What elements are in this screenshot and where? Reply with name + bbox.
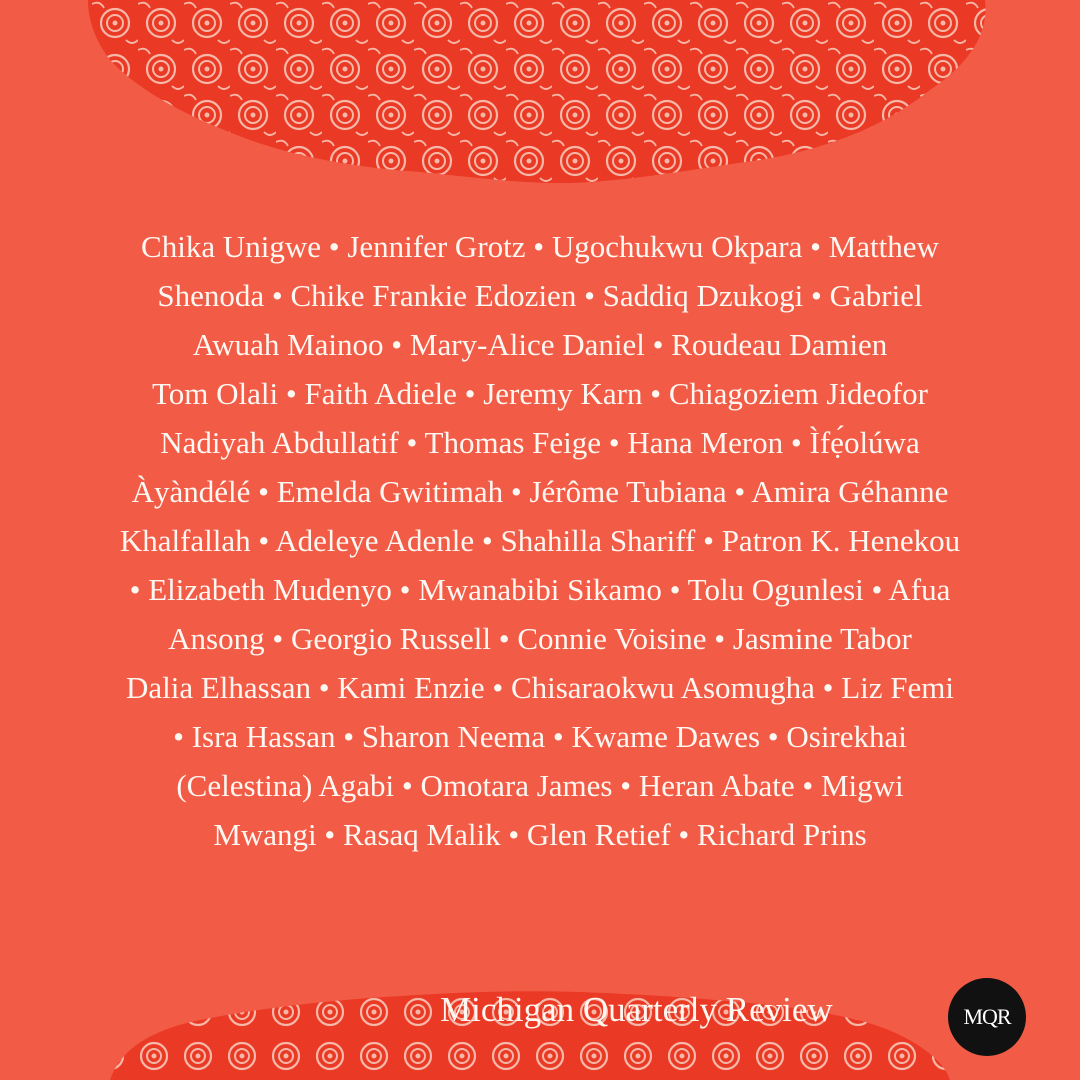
contributor-line: Shenoda • Chike Frankie Edozien • Saddiq Dzukogi • Gabriel <box>157 278 923 313</box>
contributor-line: Chika Unigwe • Jennifer Grotz • Ugochukwu Okpara • Matthew <box>141 229 939 264</box>
contributor-line: Dalia Elhassan • Kami Enzie • Chisaraokwu Asomugha • Liz Femi <box>125 670 955 705</box>
contributor-line: • Elizabeth Mudenyo • Mwanabibi Sikamo • Tolu Ogunlesi • Afua <box>129 572 951 607</box>
contributor-line: Khalfallah • Adeleye Adenle • Shahilla Shariff • Patron K. Henekou <box>119 523 961 558</box>
contributor-line: Àyàndélé • Emelda Gwitimah • Jérôme Tubiana • Amira Géhanne <box>131 474 949 509</box>
mqr-logo <box>948 978 1026 1056</box>
contributor-line: (Celestina) Agabi • Omotara James • Heran Abate • Migwi <box>176 768 904 803</box>
contributor-line: Mwangi • Rasaq Malik • Glen Retief • Richard Prins <box>213 817 867 852</box>
contributor-line: Tom Olali • Faith Adiele • Jeremy Karn • Chiagoziem Jideofor <box>152 376 928 411</box>
contributor-line: Ansong • Georgio Russell • Connie Voisine • Jasmine Tabor <box>168 621 912 656</box>
decorative-pattern-top <box>0 0 1080 190</box>
contributor-line: Awuah Mainoo • Mary-Alice Daniel • Roudeau Damien <box>192 327 888 362</box>
logo-text: MQR <box>963 1004 1011 1029</box>
contributor-list <box>80 222 1000 859</box>
contributor-line: Nadiyah Abdullatif • Thomas Feige • Hana Meron • Ìfẹ́olúwa <box>160 425 920 460</box>
publication-title: Michigan Quarterly Review <box>440 990 833 1029</box>
contributor-line: • Isra Hassan • Sharon Neema • Kwame Dawes • Osirekhai <box>173 719 907 754</box>
